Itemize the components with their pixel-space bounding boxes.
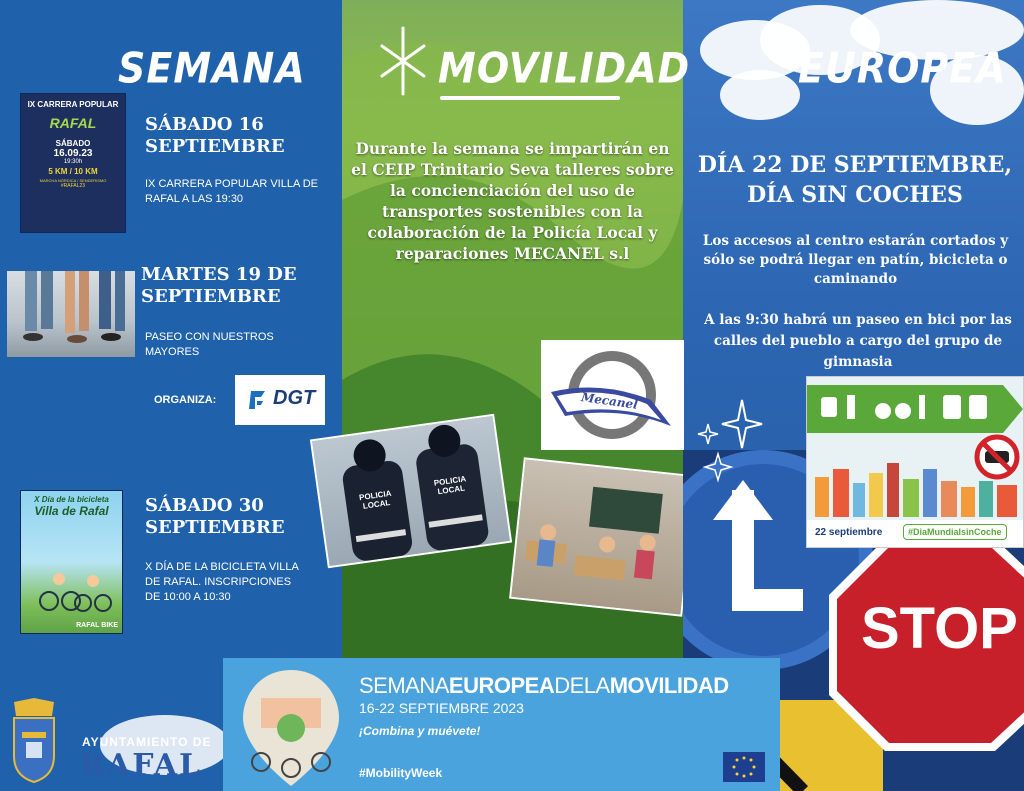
event-2-date: MARTES 19 DE SEPTIEMBRE [141, 264, 297, 307]
sparkles-icon [694, 398, 764, 488]
cloud [720, 70, 800, 120]
right-paragraph-1: Los accesos al centro estarán cortados y sólo se podrá llegar en patín, bicicleta o caminando [702, 233, 1009, 287]
banner-hashtag: #MobilityWeek [359, 766, 443, 780]
event-1-desc: IX CARRERA POPULAR VILLA DE RAFAL A LAS 19:30 [145, 178, 319, 205]
event-1-date: SÁBADO 16 SEPTIEMBRE [145, 114, 285, 157]
council-line-2: RAFAL [80, 748, 203, 783]
mobility-week-banner [223, 658, 780, 791]
police-photo: POLICIA LOCAL POLICIA LOCAL [310, 414, 512, 569]
bicicleta-poster: X Día de la bicicleta Villa de Rafal RAFAL BIKE [20, 490, 123, 634]
title-movilidad: MOVILIDAD [438, 43, 691, 93]
dgt-logo: DGT [235, 375, 325, 425]
event-3-desc: X DÍA DE LA BICICLETA VILLA DE RAFAL. INSCRIPCIONES DE 10:00 A 10:30 [145, 561, 299, 603]
classroom-photo [509, 457, 697, 616]
car-free-day-sign: 22 septiembre #DiaMundialsinCoche [806, 376, 1024, 548]
banner-title: SEMANAEUROPEADELAMOVILIDAD [359, 673, 729, 698]
event-3-date: SÁBADO 30 SEPTIEMBRE [145, 495, 285, 538]
right-heading: DÍA 22 DE SEPTIEMBRE, DÍA SIN COCHES [697, 152, 1013, 208]
walking-people-photo [7, 271, 135, 357]
event-2-desc: PASEO CON NUESTROS MAYORES [145, 331, 274, 358]
title-europea: EUROPEA [798, 43, 1007, 93]
banner-dates: 16-22 SEPTIEMBRE 2023 [359, 700, 524, 716]
eu-flag-icon [723, 752, 765, 782]
coat-of-arms-icon [8, 698, 60, 784]
banner-slogan: ¡Combina y muévete! [359, 724, 481, 738]
title-semana: SEMANA [118, 43, 306, 93]
carrera-poster: IX CARRERA POPULAR RAFAL SÁBADO 16.09.23 19:30h 5 KM / 10 KM MARCHA NÓRDICA / SENDERISMO #RAFAL23 [20, 93, 126, 233]
location-pin-illustration [231, 658, 351, 791]
stop-sign: STOP [825, 535, 1024, 755]
right-paragraph-2: A las 9:30 habrá un paseo en bici por las calles del pueblo a cargo del grupo de gimnasia [704, 312, 1012, 370]
middle-paragraph: Durante la semana se impartirán en el CEIP Trinitario Seva talleres sobre la concienciación del uso de transportes sostenibles con la colaboración de la Policía Local y reparaciones MECANEL s.l [351, 139, 674, 263]
sparkle-icon [378, 26, 428, 96]
organiza-label: ORGANIZA: [154, 394, 217, 406]
council-line-1: AYUNTAMIENTO DE [82, 735, 212, 749]
title-underline [440, 96, 620, 100]
mecanel-logo: Mecanel [541, 340, 684, 450]
